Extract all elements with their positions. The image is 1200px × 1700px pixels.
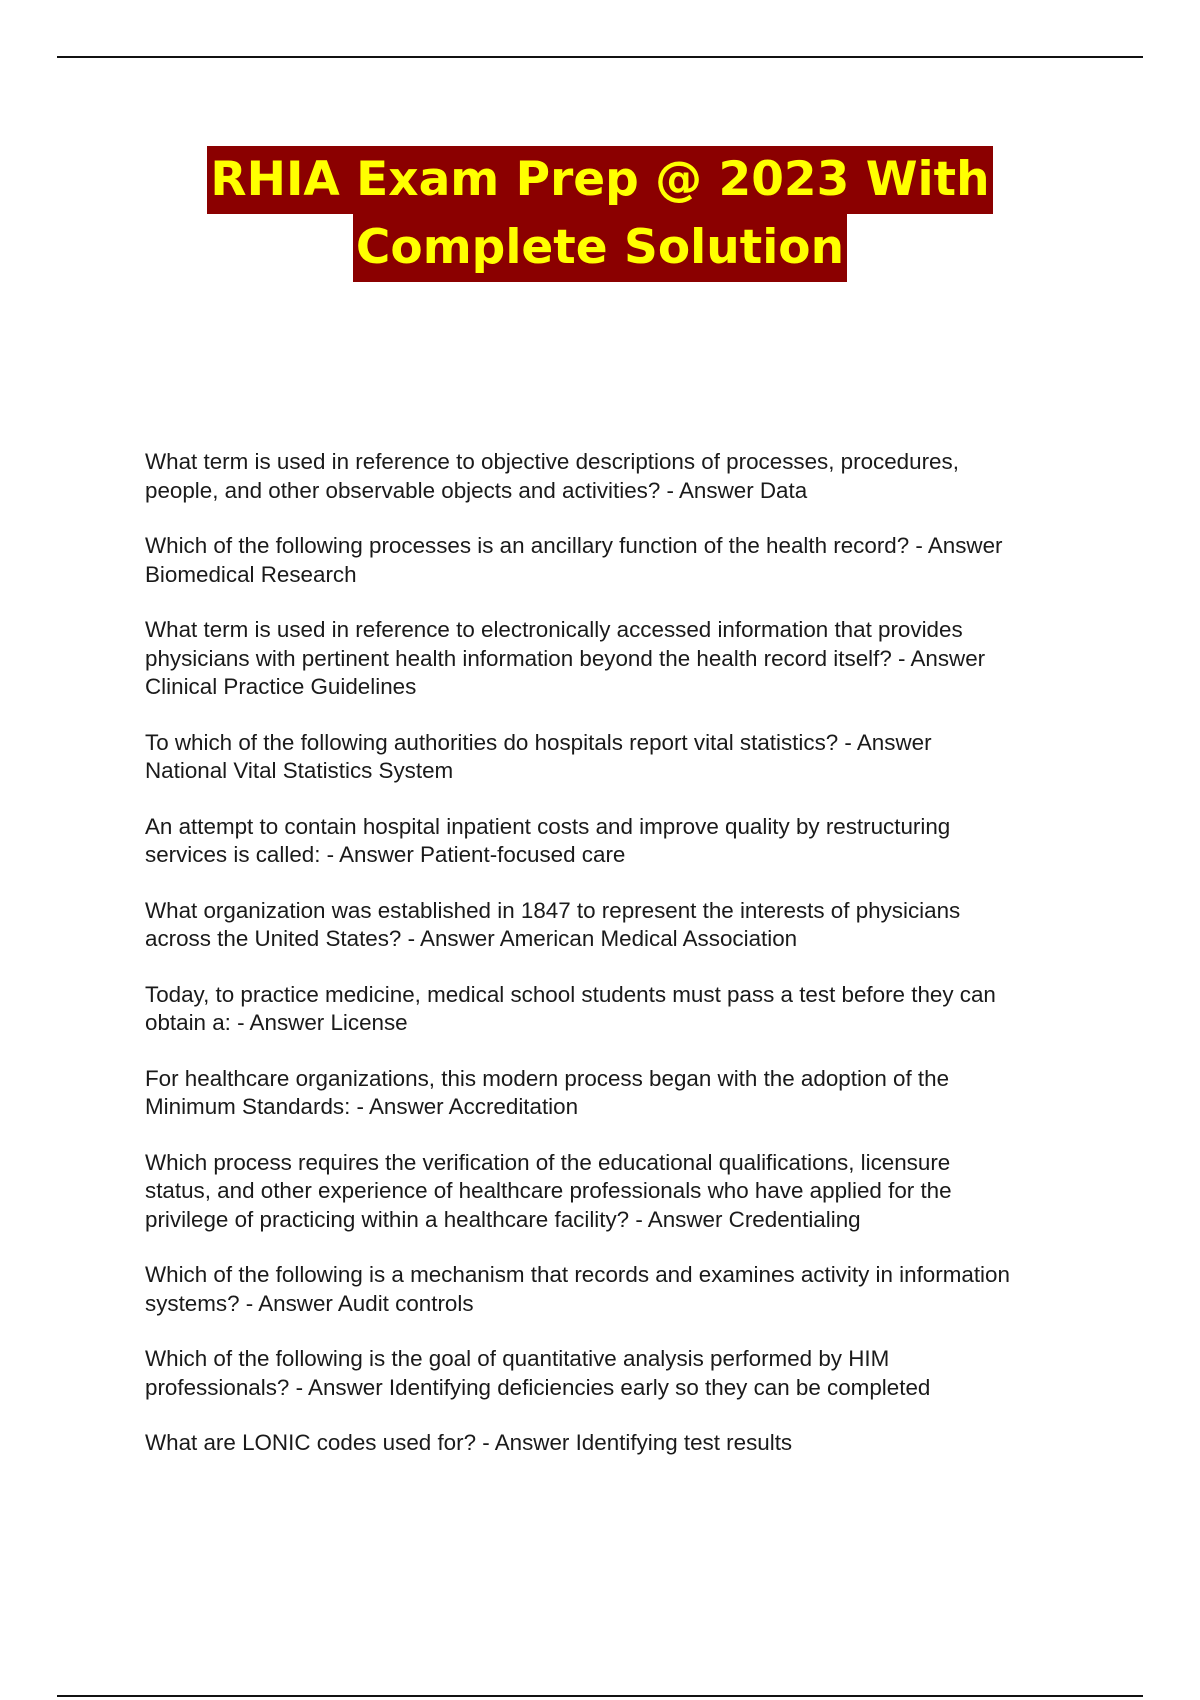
qa-item: What are LONIC codes used for? - Answer Identifying test results bbox=[145, 1430, 793, 1455]
document-title bbox=[0, 146, 1200, 282]
qa-item: Which of the following processes is an ancillary function of the health record? - Answer Biomedical Research bbox=[145, 533, 1003, 587]
qa-item: An attempt to contain hospital inpatient costs and improve quality by restructuring services is called: - Answer Patient-focused care bbox=[145, 813, 951, 867]
qa-item: Which process requires the verification of the educational qualifications, licensure status, and other experience of healthcare professionals who have applied for the privilege of practicing within a healthcare facility? - Answer Credentialing bbox=[145, 1149, 952, 1232]
qa-item: Which of the following is the goal of quantitative analysis performed by HIM professionals? - Answer Identifying deficiencies early so they can be completed bbox=[145, 1346, 931, 1400]
title-line-2: Complete Solution bbox=[353, 214, 847, 282]
qa-list bbox=[145, 448, 1095, 1485]
title-line-1: RHIA Exam Prep @ 2023 With bbox=[207, 146, 992, 214]
qa-item: For healthcare organizations, this modern process began with the adoption of the Minimum Standards: - Answer Accreditation bbox=[145, 1065, 950, 1119]
bottom-rule bbox=[57, 1695, 1143, 1697]
qa-item: Which of the following is a mechanism that records and examines activity in information systems? - Answer Audit controls bbox=[145, 1262, 1010, 1316]
top-rule bbox=[57, 56, 1143, 58]
qa-item: What term is used in reference to objective descriptions of processes, procedures, people, and other observable objects and activities? - Answer Data bbox=[145, 449, 959, 503]
qa-item: What term is used in reference to electronically accessed information that provides physicians with pertinent health information beyond the health record itself? - Answer Clinical Practice Guidelines bbox=[145, 617, 986, 699]
qa-item: What organization was established in 1847 to represent the interests of physicians across the United States? - Answer American Medical Association bbox=[145, 897, 961, 951]
qa-item: To which of the following authorities do hospitals report vital statistics? - Answer National Vital Statistics System bbox=[145, 729, 932, 783]
qa-item: Today, to practice medicine, medical school students must pass a test before they can obtain a: - Answer License bbox=[145, 981, 996, 1035]
